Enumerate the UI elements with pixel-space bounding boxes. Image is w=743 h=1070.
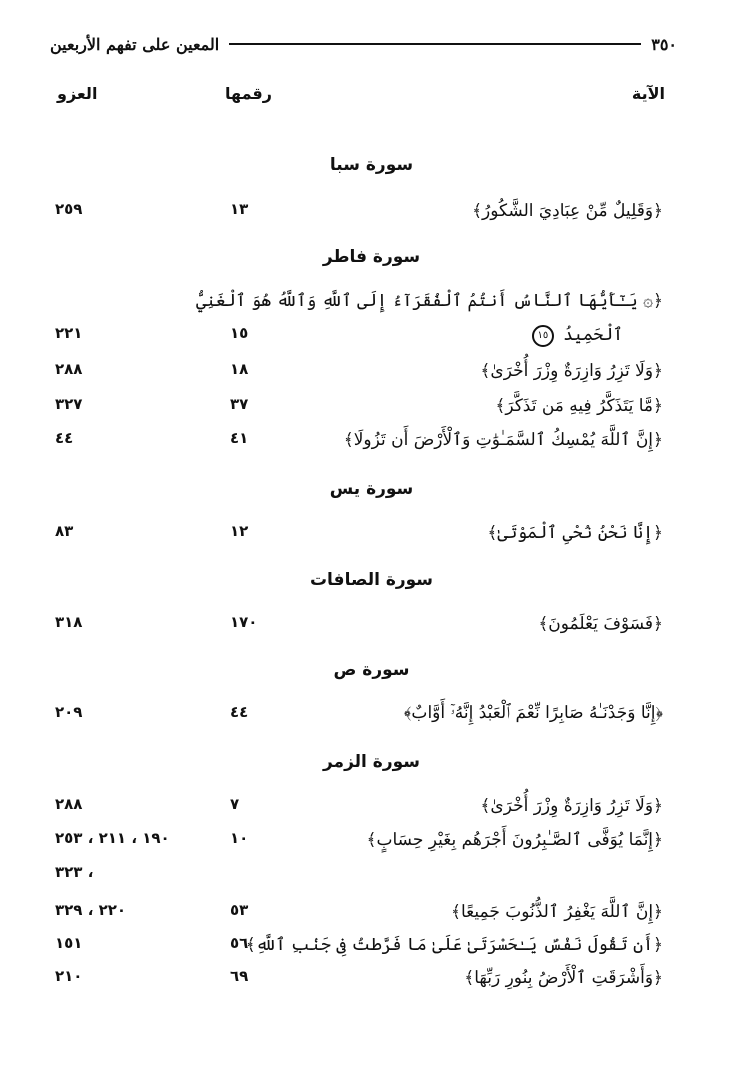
verse-end-mark-icon: ١٥: [532, 325, 554, 347]
verse-text: ﴿وَلَا تَزِرُ وَازِرَةٌ وِزْرَ أُخْرَىٰ﴾: [480, 796, 663, 816]
page-number: ٣٥٠: [651, 34, 677, 54]
table-row: [0, 934, 743, 964]
table-row: [0, 703, 743, 733]
table-row: [0, 324, 743, 354]
page-reference: ٢٢١: [55, 324, 83, 342]
table-row: [0, 829, 743, 859]
table-row: [0, 967, 743, 997]
verse-number: ١٠: [230, 829, 249, 847]
table-row: [0, 795, 743, 825]
verse-text: ﴿إِنَّا وَجَدْنَـٰهُ صَابِرًا نِّعْمَ ٱلْعَبْدُ إِنَّهُۥٓ أَوَّابٌ﴾: [403, 703, 663, 723]
verse-number: ١٥: [230, 324, 249, 342]
verse-text: ﴿وَأَشْرَقَتِ ٱلْأَرْضُ بِنُورِ رَبِّهَا﴾: [464, 968, 663, 988]
surah-heading: سورة الصافات: [309, 570, 434, 590]
verse-text: ٱلْحَمِيدُ: [563, 325, 623, 345]
verse-text: ﴿فَسَوْفَ يَعْلَمُونَ﴾: [538, 614, 663, 634]
page-reference: ١٥١: [55, 934, 83, 952]
verse-text: ﴿أَن تَقُولَ نَفْسٌ يَـٰحَسْرَتَىٰ عَلَىٰ مَا فَرَّطتُ فِى جَنۢبِ ٱللَّهِ﴾: [245, 935, 663, 955]
table-row: [0, 395, 743, 425]
surah-heading: سورة الزمر: [322, 752, 420, 772]
verse-number: ١٧٠: [230, 613, 258, 631]
verse-text: ﴿إِنَّمَا يُوَفَّى ٱلصَّـٰبِرُونَ أَجْرَهُم بِغَيْرِ حِسَابٍ﴾: [366, 830, 663, 850]
verse-text: ﴿إِنَّا نَحْنُ نُحْىِ ٱلْمَوْتَىٰ﴾: [487, 523, 663, 543]
surah-heading: سورة ص: [333, 660, 410, 680]
verse-number: ٧: [230, 795, 240, 813]
page-reference: ٢٨٨: [55, 795, 83, 813]
verse-text-continuation: [528, 324, 623, 347]
verse-number: ١٣: [230, 200, 249, 218]
verse-text: ﴿۞ يَـٰٓأَيُّهَا ٱلنَّاسُ أَنتُمُ ٱلْفُقَرَآءُ إِلَى ٱللَّهِ وَٱللَّهُ هُوَ ٱلْغَنِيُّ: [196, 291, 663, 311]
verse-text: ﴿إِنَّ ٱللَّهَ يُمْسِكُ ٱلسَّمَـٰوَٰتِ وَٱلْأَرْضَ أَن تَزُولَا﴾: [343, 430, 663, 450]
page-reference: ٣٢٧: [55, 395, 83, 413]
verse-number: ٥٣: [230, 901, 249, 919]
page-reference: ٨٣: [55, 522, 74, 540]
table-row: [0, 522, 743, 552]
page-reference: ، ٣٢٣: [55, 863, 94, 881]
page-reference: ٢٠٩: [55, 703, 83, 721]
table-row: [0, 290, 743, 320]
book-title: المعين على تفهم الأربعين: [50, 34, 220, 54]
table-row: [0, 901, 743, 931]
verse-text: ﴿وَلَا تَزِرُ وَازِرَةٌ وِزْرَ أُخْرَىٰ﴾: [480, 361, 663, 381]
column-header-reference: العزو: [57, 84, 98, 103]
page-reference: ٢٨٨: [55, 360, 83, 378]
verse-number: ٤١: [230, 429, 249, 447]
header-rule: [229, 43, 641, 45]
page-reference: ١٩٠ ، ٢١١ ، ٢٥٣: [55, 829, 170, 847]
column-header-verse: الآية: [631, 84, 665, 103]
page-reference: ٢٢٠ ، ٣٢٩: [55, 901, 127, 919]
verse-number: ٦٩: [230, 967, 249, 985]
table-row: [0, 863, 743, 893]
verse-number: ٥٦: [230, 934, 249, 952]
page-reference: ٢٥٩: [55, 200, 83, 218]
verse-number: ١٨: [230, 360, 249, 378]
verse-number: ١٢: [230, 522, 249, 540]
table-row: [0, 429, 743, 459]
table-row: [0, 200, 743, 230]
verse-number: ٣٧: [230, 395, 249, 413]
running-head: [50, 30, 677, 58]
table-row: [0, 613, 743, 643]
page-reference: ٤٤: [55, 429, 74, 447]
verse-number: ٤٤: [230, 703, 249, 721]
verse-text: ﴿إِنَّ ٱللَّهَ يَغْفِرُ ٱلذُّنُوبَ جَمِيعًا﴾: [451, 902, 663, 922]
surah-heading: سورة سبا: [329, 155, 414, 175]
page-reference: ٢١٠: [55, 967, 83, 985]
table-row: [0, 360, 743, 390]
page-reference: ٣١٨: [55, 613, 83, 631]
verse-text: ﴿وَقَلِيلٌ مِّنْ عِبَادِيَ الشَّكُورُ﴾: [472, 201, 663, 221]
column-header-number: رقمها: [225, 84, 272, 103]
surah-heading: سورة فاطر: [322, 247, 421, 267]
surah-heading: سورة يس: [329, 479, 414, 499]
verse-text: ﴿مَّا يَتَذَكَّرُ فِيهِ مَن تَذَكَّرَ﴾: [495, 396, 663, 416]
